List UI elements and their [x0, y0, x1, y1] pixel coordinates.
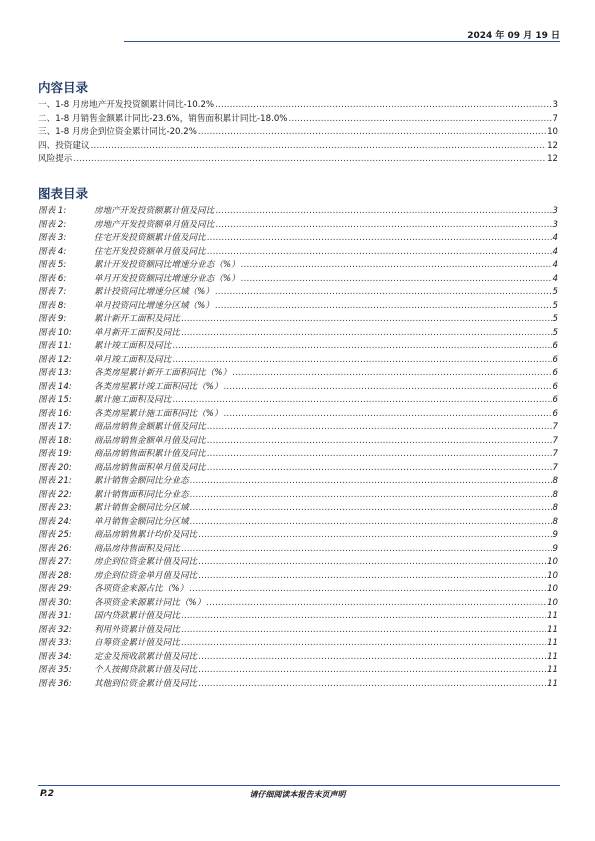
- figure-toc-entry[interactable]: [38, 300, 558, 314]
- toc-entry-label: [38, 462, 206, 476]
- contents-toc-entry[interactable]: [38, 126, 558, 140]
- figure-toc-entry[interactable]: [38, 367, 558, 381]
- figure-toc-entry[interactable]: [38, 246, 558, 260]
- dot-leader: [198, 556, 546, 570]
- dot-leader: [198, 126, 546, 140]
- toc-entry-text: 单月新开工面积及同比: [94, 327, 180, 338]
- toc-entry-label: [38, 448, 206, 462]
- figure-toc-entry[interactable]: [38, 597, 558, 611]
- toc-entry-text: 住宅开发投资额单月值及同比: [94, 246, 206, 257]
- toc-entry-text: 一、1-8 月房地产开发投资额累计同比-10.2%: [38, 100, 215, 110]
- toc-entry-text: 商品房销售累计均价及同比: [94, 530, 198, 540]
- figure-toc-entry[interactable]: [38, 664, 558, 678]
- toc-entry-label: [38, 475, 189, 489]
- dot-leader: [172, 394, 551, 408]
- toc-entry-label: [38, 367, 231, 381]
- toc-entry-label: [38, 583, 188, 597]
- toc-entry-label: [38, 556, 197, 570]
- figure-number: 图表 31:: [38, 611, 72, 621]
- toc-page-number: 10: [547, 557, 558, 567]
- toc-page-number: 11: [547, 611, 558, 621]
- toc-entry-label: [38, 610, 180, 624]
- dot-leader: [241, 259, 552, 273]
- toc-page-number: 3: [552, 100, 558, 110]
- dot-leader: [241, 273, 552, 287]
- figure-toc-entry[interactable]: [38, 475, 558, 489]
- figure-number: 图表 35:: [38, 665, 72, 675]
- dot-leader: [232, 367, 551, 381]
- footer-divider: [38, 785, 560, 786]
- figure-number: 图表 9:: [38, 314, 67, 324]
- figure-number: 图表 16:: [38, 408, 72, 419]
- dot-leader: [198, 651, 546, 665]
- toc-entry-text: 国内贷款累计值及同比: [94, 611, 180, 621]
- dot-leader: [198, 678, 546, 692]
- toc-entry-label: [38, 327, 180, 341]
- toc-entry-text: 商品房销售面积单月值及同比: [94, 462, 206, 473]
- toc-entry-text: 三、1-8 月房企到位资金累计同比-20.2%: [38, 127, 197, 137]
- dot-leader: [207, 462, 552, 476]
- dot-leader: [181, 637, 546, 651]
- toc-page-number: 10: [547, 570, 558, 581]
- dot-leader: [198, 529, 551, 543]
- toc-page-number: 7: [552, 113, 558, 124]
- toc-entry-label: [38, 340, 171, 354]
- figure-number: 图表 36:: [38, 678, 72, 689]
- dot-leader: [207, 232, 552, 246]
- dot-leader: [181, 610, 546, 624]
- figure-toc-entry[interactable]: [38, 556, 558, 570]
- toc-page-number: 6: [552, 381, 558, 392]
- figure-toc-entry[interactable]: [38, 340, 558, 354]
- figure-number: 图表 2:: [38, 219, 67, 230]
- figure-number: 图表 11:: [38, 341, 72, 351]
- toc-entry-text: 单月销售金额同比分区域: [94, 516, 189, 527]
- toc-page-number: 11: [547, 624, 558, 635]
- toc-entry-label: [38, 140, 90, 154]
- figure-toc-entry[interactable]: [38, 543, 558, 557]
- toc-page-number: 10: [547, 584, 558, 594]
- toc-page-number: 4: [552, 260, 558, 270]
- toc-entry-label: [38, 502, 189, 516]
- dot-leader: [215, 205, 551, 219]
- toc-page-number: 6: [552, 368, 558, 378]
- figure-toc-entry[interactable]: [38, 435, 558, 449]
- dot-leader: [215, 219, 551, 233]
- toc-entry-label: [38, 219, 214, 233]
- toc-entry-text: 房企到位资金单月值及同比: [94, 570, 198, 581]
- dot-leader: [215, 286, 552, 300]
- toc-entry-text: 自筹资金累计值及同比: [94, 638, 180, 648]
- figure-number: 图表 32:: [38, 624, 72, 635]
- figure-number: 图表 27:: [38, 557, 72, 567]
- toc-page-number: 8: [552, 489, 558, 500]
- figure-number: 图表 6:: [38, 273, 67, 284]
- dot-leader: [181, 543, 552, 557]
- dot-leader: [215, 300, 552, 314]
- figure-toc-entry[interactable]: [38, 259, 558, 273]
- dot-leader: [206, 597, 546, 611]
- toc-entry-text: 累计销售金额同比分业态: [94, 476, 189, 486]
- toc-entry-label: [38, 300, 214, 314]
- header-divider: [124, 41, 560, 42]
- toc-entry-label: [38, 637, 180, 651]
- figure-toc-entry[interactable]: [38, 516, 558, 530]
- toc-entry-text: 单月投资同比增速分区域（%）: [94, 300, 214, 311]
- toc-entry-text: 单月竣工面积及同比: [94, 354, 172, 365]
- toc-entry-text: 各项资金来源占比（%）: [94, 584, 189, 594]
- toc-page-number: 7: [552, 435, 558, 446]
- toc-page-number: 5: [552, 327, 558, 338]
- toc-entry-label: [38, 259, 240, 273]
- figure-number: 图表 21:: [38, 476, 72, 486]
- toc-page-number: 4: [552, 233, 558, 243]
- toc-page-number: 11: [547, 638, 558, 648]
- dot-leader: [207, 246, 552, 260]
- toc-entry-text: 四、投资建议: [38, 140, 90, 151]
- toc-entry-label: [38, 273, 240, 287]
- dot-leader: [288, 113, 551, 127]
- dot-leader: [190, 502, 552, 516]
- figures-title: 图表目录: [38, 186, 89, 201]
- contents-toc-entry[interactable]: [38, 113, 558, 127]
- toc-page-number: 4: [552, 273, 558, 284]
- figure-number: 图表 7:: [38, 287, 67, 297]
- figure-toc-entry[interactable]: [38, 637, 558, 651]
- toc-entry-label: [38, 678, 197, 692]
- toc-page-number: 11: [547, 678, 558, 689]
- figure-toc-entry[interactable]: [38, 327, 558, 341]
- toc-entry-label: [38, 624, 180, 638]
- toc-entry-text: 房企到位资金累计值及同比: [94, 557, 198, 567]
- figure-number: 图表 5:: [38, 260, 67, 270]
- toc-entry-text: 商品房待售面积及同比: [94, 543, 180, 554]
- figure-toc-entry[interactable]: [38, 610, 558, 624]
- toc-entry-text: 累计销售金额同比分区域: [94, 503, 189, 513]
- dot-leader: [198, 664, 546, 678]
- toc-entry-text: 房地产开发投资额累计值及同比: [94, 206, 215, 216]
- figure-number: 图表 28:: [38, 570, 72, 581]
- toc-entry-label: [38, 408, 222, 422]
- figure-number: 图表 17:: [38, 422, 72, 432]
- figure-number: 图表 20:: [38, 462, 72, 473]
- toc-entry-label: [38, 99, 214, 113]
- toc-entry-text: 各类房屋累计新开工面积同比（%）: [94, 368, 232, 378]
- figures-list: [38, 205, 558, 691]
- toc-entry-text: 商品房销售金额累计值及同比: [94, 422, 206, 432]
- figure-toc-entry[interactable]: [38, 286, 558, 300]
- toc-entry-text: 累计新开工面积及同比: [94, 314, 180, 324]
- toc-entry-text: 风险提示: [38, 154, 73, 164]
- toc-entry-label: [38, 153, 72, 167]
- toc-entry-label: [38, 354, 171, 368]
- figure-number: 图表 8:: [38, 300, 67, 311]
- figure-toc-entry[interactable]: [38, 462, 558, 476]
- toc-page-number: 3: [552, 206, 558, 216]
- figure-number: 图表 12:: [38, 354, 72, 365]
- figure-toc-entry[interactable]: [38, 313, 558, 327]
- toc-page-number: 6: [552, 354, 558, 365]
- toc-page-number: 6: [552, 341, 558, 351]
- toc-entry-text: 累计销售面积同比分业态: [94, 489, 189, 500]
- contents-toc-entry[interactable]: [38, 153, 558, 167]
- toc-entry-label: [38, 246, 206, 260]
- figure-number: 图表 30:: [38, 597, 72, 608]
- toc-page-number: 6: [552, 408, 558, 419]
- figure-number: 图表 24:: [38, 516, 72, 527]
- figure-number: 图表 1:: [38, 206, 67, 216]
- toc-page-number: 5: [552, 314, 558, 324]
- toc-page-number: 9: [552, 543, 558, 554]
- toc-entry-text: 累计施工面积及同比: [94, 395, 172, 405]
- toc-page-number: 4: [552, 246, 558, 257]
- dot-leader: [181, 624, 546, 638]
- toc-entry-label: [38, 126, 197, 140]
- toc-entry-text: 各类房屋累计施工面积同比（%）: [94, 408, 223, 419]
- contents-title: 内容目录: [38, 80, 89, 95]
- figure-number: 图表 10:: [38, 327, 72, 338]
- figure-toc-entry[interactable]: [38, 529, 558, 543]
- dot-leader: [207, 448, 552, 462]
- toc-page-number: 5: [552, 300, 558, 311]
- dot-leader: [181, 313, 552, 327]
- toc-entry-text: 累计投资同比增速分区域（%）: [94, 287, 214, 297]
- toc-entry-text: 商品房销售金额单月值及同比: [94, 435, 206, 446]
- dot-leader: [190, 516, 552, 530]
- toc-page-number: 7: [552, 462, 558, 473]
- dot-leader: [190, 489, 552, 503]
- toc-page-number: 7: [552, 449, 558, 459]
- figure-toc-entry[interactable]: [38, 273, 558, 287]
- figure-toc-entry[interactable]: [38, 421, 558, 435]
- toc-page-number: 7: [552, 422, 558, 432]
- dot-leader: [190, 475, 552, 489]
- figure-toc-entry[interactable]: [38, 489, 558, 503]
- toc-page-number: 9: [552, 530, 558, 540]
- toc-page-number: 3: [552, 219, 558, 230]
- toc-entry-label: [38, 664, 197, 678]
- toc-entry-label: [38, 435, 206, 449]
- figure-toc-entry[interactable]: [38, 624, 558, 638]
- toc-entry-label: [38, 381, 222, 395]
- toc-entry-text: 单月开发投资额同比增速分业态（%）: [94, 273, 240, 284]
- figure-number: 图表 26:: [38, 543, 72, 554]
- toc-entry-label: [38, 597, 205, 611]
- footer-page-number: P.2: [40, 789, 54, 799]
- dot-leader: [189, 583, 546, 597]
- toc-page-number: 5: [552, 287, 558, 297]
- figure-number: 图表 4:: [38, 246, 67, 257]
- toc-entry-text: 定金及预收款累计值及同比: [94, 651, 198, 662]
- toc-entry-text: 个人按揭贷款累计值及同比: [94, 665, 198, 675]
- figure-toc-entry[interactable]: [38, 570, 558, 584]
- toc-entry-label: [38, 313, 180, 327]
- figure-toc-entry[interactable]: [38, 408, 558, 422]
- figure-number: 图表 15:: [38, 395, 72, 405]
- toc-entry-label: [38, 232, 206, 246]
- toc-entry-text: 各项资金来源累计同比（%）: [94, 597, 206, 608]
- figure-toc-entry[interactable]: [38, 394, 558, 408]
- footer-disclaimer: 请仔细阅读本报告末页声明: [249, 790, 346, 799]
- figure-number: 图表 18:: [38, 435, 72, 446]
- figure-toc-entry[interactable]: [38, 232, 558, 246]
- toc-entry-text: 房地产开发投资额单月值及同比: [94, 219, 215, 230]
- figure-toc-entry[interactable]: [38, 678, 558, 692]
- toc-page-number: 8: [552, 476, 558, 486]
- figure-number: 图表 13:: [38, 368, 72, 378]
- toc-entry-label: [38, 516, 189, 530]
- dot-leader: [181, 327, 552, 341]
- figure-toc-entry[interactable]: [38, 354, 558, 368]
- dot-leader: [207, 421, 552, 435]
- toc-entry-label: [38, 651, 197, 665]
- toc-page-number: 8: [552, 503, 558, 513]
- toc-entry-text: 利用外资累计值及同比: [94, 624, 180, 635]
- figure-number: 图表 23:: [38, 503, 72, 513]
- figure-number: 图表 3:: [38, 233, 67, 243]
- toc-entry-label: [38, 489, 189, 503]
- toc-page-number: 6: [552, 395, 558, 405]
- toc-entry-text: 商品房销售面积累计值及同比: [94, 449, 206, 459]
- report-date: 2024 年 09 月 19 日: [467, 31, 560, 41]
- toc-entry-text: 累计竣工面积及同比: [94, 341, 172, 351]
- toc-page-number: 12: [547, 140, 558, 151]
- figure-number: 图表 22:: [38, 489, 72, 500]
- toc-entry-text: 各类房屋累计竣工面积同比（%）: [94, 381, 223, 392]
- toc-entry-label: [38, 421, 206, 435]
- figure-number: 图表 19:: [38, 449, 72, 459]
- dot-leader: [172, 340, 551, 354]
- figure-number: 图表 14:: [38, 381, 72, 392]
- figure-toc-entry[interactable]: [38, 502, 558, 516]
- figure-number: 图表 25:: [38, 530, 72, 540]
- toc-entry-text: 住宅开发投资额累计值及同比: [94, 233, 206, 243]
- toc-page-number: 12: [547, 154, 558, 164]
- toc-entry-text: 其他到位资金累计值及同比: [94, 678, 198, 689]
- contents-list: [38, 99, 558, 167]
- contents-toc-entry[interactable]: [38, 140, 558, 154]
- toc-entry-label: [38, 543, 180, 557]
- dot-leader: [223, 381, 551, 395]
- toc-entry-label: [38, 394, 171, 408]
- toc-page-number: 8: [552, 516, 558, 527]
- figure-toc-entry[interactable]: [38, 381, 558, 395]
- figure-toc-entry[interactable]: [38, 651, 558, 665]
- toc-entry-label: [38, 529, 197, 543]
- figure-number: 图表 33:: [38, 638, 72, 648]
- toc-page-number: 10: [547, 597, 558, 608]
- toc-entry-text: 累计开发投资额同比增速分业态（%）: [94, 260, 240, 270]
- toc-page-number: 11: [547, 665, 558, 675]
- figure-toc-entry[interactable]: [38, 448, 558, 462]
- dot-leader: [207, 435, 552, 449]
- contents-toc-entry[interactable]: [38, 99, 558, 113]
- figure-toc-entry[interactable]: [38, 583, 558, 597]
- dot-leader: [91, 140, 546, 154]
- figure-number: 图表 29:: [38, 584, 72, 594]
- toc-entry-label: [38, 570, 197, 584]
- dot-leader: [223, 408, 551, 422]
- dot-leader: [198, 570, 546, 584]
- toc-page-number: 10: [547, 127, 558, 137]
- dot-leader: [73, 153, 546, 167]
- figure-number: 图表 34:: [38, 651, 72, 662]
- dot-leader: [172, 354, 551, 368]
- figure-toc-entry[interactable]: [38, 205, 558, 219]
- toc-entry-label: [38, 205, 214, 219]
- toc-entry-label: [38, 286, 214, 300]
- toc-page-number: 11: [547, 651, 558, 662]
- toc-entry-label: [38, 113, 287, 127]
- toc-entry-text: 二、1-8 月销售金额累计同比-23.6%，销售面积累计同比-18.0%: [38, 113, 288, 124]
- dot-leader: [215, 99, 551, 113]
- figure-toc-entry[interactable]: [38, 219, 558, 233]
